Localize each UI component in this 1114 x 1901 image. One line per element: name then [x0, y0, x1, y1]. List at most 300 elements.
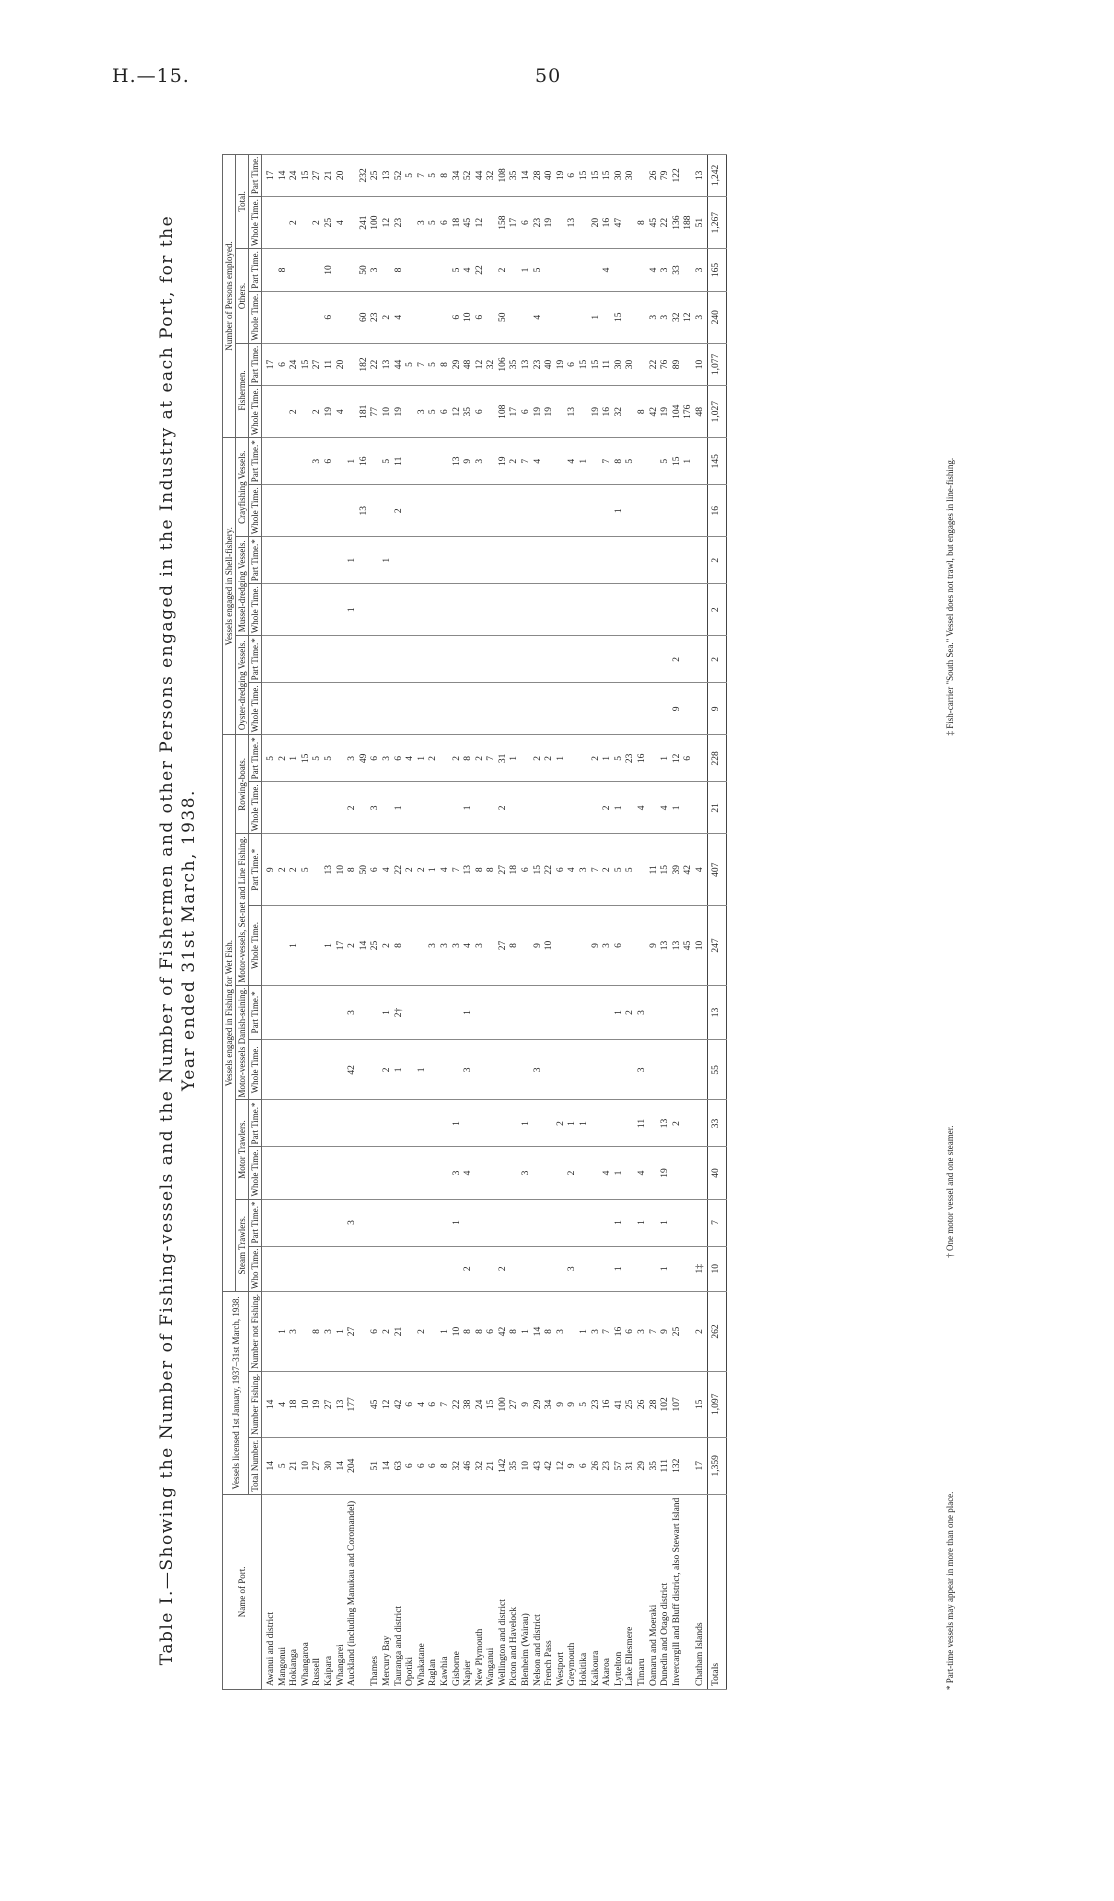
value-cell [278, 1147, 290, 1199]
value-cell: 21 [324, 154, 336, 197]
value-cell [440, 636, 452, 683]
value-cell: 3 [370, 782, 382, 834]
value-cell [324, 782, 336, 834]
value-cell [347, 154, 359, 197]
value-cell [440, 683, 452, 735]
value-cell: 24 [289, 343, 301, 386]
value-cell: 51 [695, 197, 707, 249]
value-cell: 42 [649, 386, 661, 438]
value-cell: 6 [567, 154, 579, 197]
value-cell [695, 985, 707, 1040]
value-cell [683, 154, 695, 197]
value-cell: 142 [498, 1437, 510, 1494]
value-cell [301, 1147, 313, 1199]
value-cell [672, 1246, 684, 1292]
value-cell [301, 906, 313, 985]
value-cell: 8 [475, 834, 487, 906]
value-cell [533, 584, 545, 636]
value-cell [347, 485, 359, 537]
table-row [509, 154, 521, 1689]
value-cell [428, 636, 440, 683]
value-cell: 104 [672, 386, 684, 438]
port-name-cell: French Pass [544, 1494, 556, 1689]
value-cell [359, 584, 371, 636]
value-cell: 10 [463, 291, 475, 343]
value-cell [428, 782, 440, 834]
value-cell [579, 584, 591, 636]
table-row [262, 154, 278, 1689]
value-cell [301, 537, 313, 584]
value-cell: 5 [382, 438, 394, 485]
value-cell: 25 [370, 154, 382, 197]
value-cell [463, 636, 475, 683]
value-cell: 7 [602, 1292, 614, 1372]
value-cell [289, 683, 301, 735]
value-cell [509, 291, 521, 343]
port-name-cell [683, 1494, 695, 1689]
value-cell: 3 [347, 985, 359, 1040]
sub-whole-time: Whole Time. [249, 683, 262, 735]
value-cell [278, 485, 290, 537]
value-cell [405, 985, 417, 1040]
table-body [262, 154, 727, 1689]
value-cell: 3 [475, 438, 487, 485]
value-cell [262, 1292, 278, 1372]
value-cell [428, 683, 440, 735]
value-cell [301, 1040, 313, 1100]
value-cell [405, 1246, 417, 1292]
value-cell [533, 1199, 545, 1246]
value-cell [533, 1246, 545, 1292]
port-name-cell: Greymouth [567, 1494, 579, 1689]
value-cell [359, 1437, 371, 1494]
value-cell [695, 735, 707, 782]
value-cell [556, 249, 568, 292]
port-name-cell: Hokianga [289, 1494, 301, 1689]
value-cell: 3 [452, 1147, 464, 1199]
value-cell: 1 [452, 1199, 464, 1246]
value-cell [660, 636, 672, 683]
value-cell: 12 [475, 197, 487, 249]
value-cell: 1 [614, 985, 626, 1040]
value-cell: 23 [394, 197, 406, 249]
value-cell [289, 1199, 301, 1246]
value-cell [683, 584, 695, 636]
value-cell [556, 1147, 568, 1199]
value-cell: 1 [289, 906, 301, 985]
value-cell [672, 985, 684, 1040]
value-cell: 2 [312, 197, 324, 249]
value-cell [405, 438, 417, 485]
value-cell [579, 386, 591, 438]
value-cell [625, 537, 637, 584]
table-row [637, 154, 649, 1689]
value-cell [567, 249, 579, 292]
value-cell: 6 [394, 735, 406, 782]
value-cell [683, 1040, 695, 1100]
value-cell [556, 584, 568, 636]
value-cell [301, 197, 313, 249]
value-cell [695, 438, 707, 485]
value-cell: 6 [324, 438, 336, 485]
footnote-3: ‡ Fish-carrier "South Sea." Vessel does not trawl, but engages in line-fishing. [945, 457, 955, 736]
value-cell [475, 985, 487, 1040]
value-cell: 50 [359, 834, 371, 906]
value-cell [336, 782, 348, 834]
value-cell: 100 [370, 197, 382, 249]
value-cell: 30 [625, 343, 637, 386]
value-cell [463, 1199, 475, 1246]
value-cell: 3 [602, 906, 614, 985]
value-cell: 8 [440, 343, 452, 386]
value-cell [660, 485, 672, 537]
value-cell: 1 [347, 438, 359, 485]
value-cell: 42 [394, 1371, 406, 1437]
value-cell: 6 [405, 1371, 417, 1437]
value-cell: 10 [301, 1437, 313, 1494]
value-cell [660, 985, 672, 1040]
value-cell: 188 [683, 197, 695, 249]
value-cell: 158 [498, 197, 510, 249]
value-cell: 4 [336, 197, 348, 249]
value-cell [602, 1040, 614, 1100]
value-cell: 5 [428, 386, 440, 438]
value-cell [301, 584, 313, 636]
value-cell: 17 [695, 1437, 707, 1494]
value-cell: 23 [591, 1371, 603, 1437]
value-cell [556, 197, 568, 249]
value-cell [521, 1199, 533, 1246]
value-cell: 19 [394, 386, 406, 438]
value-cell [405, 782, 417, 834]
value-cell: 4 [394, 291, 406, 343]
value-cell [475, 782, 487, 834]
value-cell [440, 1040, 452, 1100]
value-cell [394, 584, 406, 636]
value-cell: 8 [614, 438, 626, 485]
value-cell [486, 1100, 498, 1147]
port-name-cell: Kawhia [440, 1494, 452, 1689]
value-cell [382, 1246, 394, 1292]
value-cell [347, 683, 359, 735]
value-cell: 1 [614, 1147, 626, 1199]
col-setnet-header: Motor-vessels, Set-net and Line Fishing. [236, 834, 249, 985]
value-cell: 13 [695, 154, 707, 197]
value-cell: 27 [498, 906, 510, 985]
value-cell [382, 1147, 394, 1199]
value-cell [579, 249, 591, 292]
value-cell: 50 [498, 291, 510, 343]
value-cell: 44 [475, 154, 487, 197]
value-cell [567, 782, 579, 834]
value-cell: 7 [602, 438, 614, 485]
sub-part-time: Part Time. [249, 343, 262, 386]
value-cell: 42 [347, 1040, 359, 1100]
value-cell [440, 249, 452, 292]
port-name-cell: Invercargill and Bluff district, also Stewart Island [672, 1494, 684, 1689]
port-name-cell: Wanganui [486, 1494, 498, 1689]
value-cell: 8 [637, 386, 649, 438]
table-row [672, 154, 684, 1689]
value-cell: 4 [463, 906, 475, 985]
value-cell [301, 1292, 313, 1372]
value-cell: 2† [394, 985, 406, 1040]
value-cell [278, 906, 290, 985]
value-cell: 8 [637, 197, 649, 249]
value-cell [544, 537, 556, 584]
value-cell [440, 485, 452, 537]
value-cell: 35 [509, 343, 521, 386]
value-cell [509, 782, 521, 834]
value-cell [452, 485, 464, 537]
value-cell [591, 1199, 603, 1246]
value-cell [301, 636, 313, 683]
value-cell: 5 [614, 834, 626, 906]
value-cell: 6 [579, 1437, 591, 1494]
value-cell [278, 1040, 290, 1100]
value-cell [382, 485, 394, 537]
value-cell: 19 [660, 1147, 672, 1199]
value-cell [672, 485, 684, 537]
value-cell [417, 1147, 429, 1199]
value-cell: 4 [567, 834, 579, 906]
value-cell [602, 584, 614, 636]
value-cell: 15 [695, 1371, 707, 1437]
value-cell: 9 [672, 683, 684, 735]
value-cell [533, 1100, 545, 1147]
value-cell: 7 [417, 154, 429, 197]
value-cell: 39 [672, 834, 684, 906]
value-cell [498, 636, 510, 683]
value-cell: 2 [544, 735, 556, 782]
value-cell: 3 [591, 1292, 603, 1372]
table-row [394, 154, 406, 1689]
value-cell: 19 [660, 386, 672, 438]
value-cell: 9 [556, 1371, 568, 1437]
value-cell: 107 [672, 1371, 684, 1437]
value-cell: 6 [683, 735, 695, 782]
value-cell: 57 [614, 1437, 626, 1494]
value-cell [262, 197, 278, 249]
value-cell [637, 291, 649, 343]
value-cell [289, 485, 301, 537]
value-cell: 2 [312, 386, 324, 438]
value-cell: 6 [567, 343, 579, 386]
value-cell [509, 537, 521, 584]
value-cell: 4 [463, 1147, 475, 1199]
value-cell: 106 [498, 343, 510, 386]
value-cell [475, 584, 487, 636]
value-cell [440, 782, 452, 834]
value-cell [625, 1040, 637, 1100]
value-cell: 5 [428, 343, 440, 386]
value-cell: 13 [707, 985, 726, 1040]
table-row [347, 154, 359, 1689]
value-cell [312, 291, 324, 343]
title-line-2: Year ended 31st March, 1938. [179, 789, 199, 1091]
value-cell: 15 [533, 834, 545, 906]
value-cell: 9 [567, 1371, 579, 1437]
value-cell: 1 [394, 1040, 406, 1100]
value-cell: 12 [556, 1437, 568, 1494]
value-cell: 1 [579, 438, 591, 485]
value-cell [533, 485, 545, 537]
value-cell: 9 [521, 1371, 533, 1437]
value-cell: 2 [428, 735, 440, 782]
value-cell [324, 1040, 336, 1100]
value-cell: 31 [625, 1437, 637, 1494]
value-cell: 7 [707, 1199, 726, 1246]
value-cell: 2 [707, 584, 726, 636]
value-cell [452, 584, 464, 636]
value-cell [463, 683, 475, 735]
value-cell [262, 985, 278, 1040]
value-cell [602, 1246, 614, 1292]
value-cell [660, 584, 672, 636]
value-cell [405, 906, 417, 985]
value-cell [405, 636, 417, 683]
value-cell: 6 [417, 1437, 429, 1494]
value-cell [521, 584, 533, 636]
value-cell: 6 [370, 1292, 382, 1372]
value-cell [591, 485, 603, 537]
value-cell: 14 [533, 1292, 545, 1372]
port-name-cell: Dunedin and Otago district [660, 1494, 672, 1689]
value-cell: 17 [336, 906, 348, 985]
value-cell [579, 1040, 591, 1100]
value-cell [567, 537, 579, 584]
value-cell [440, 1246, 452, 1292]
value-cell: 3 [637, 985, 649, 1040]
value-cell [428, 438, 440, 485]
value-cell [262, 537, 278, 584]
port-name-cell: Akaroa [602, 1494, 614, 1689]
value-cell: 20 [591, 197, 603, 249]
sub-number-fishing: Number Fishing. [249, 1371, 262, 1437]
value-cell [591, 1040, 603, 1100]
value-cell [533, 782, 545, 834]
value-cell: 16 [707, 485, 726, 537]
sub-part-time: Part Time.* [249, 1199, 262, 1246]
value-cell [486, 386, 498, 438]
value-cell [579, 1147, 591, 1199]
value-cell: 6 [370, 735, 382, 782]
value-cell: 21 [707, 782, 726, 834]
value-cell [509, 1199, 521, 1246]
table-row [324, 154, 336, 1689]
value-cell [591, 1147, 603, 1199]
value-cell: 2 [278, 735, 290, 782]
value-cell [498, 1100, 510, 1147]
value-cell: 8 [440, 1437, 452, 1494]
value-cell [370, 438, 382, 485]
value-cell: 1 [347, 537, 359, 584]
value-cell: 8 [509, 1292, 521, 1372]
port-name-cell: Westport [556, 1494, 568, 1689]
value-cell [486, 291, 498, 343]
value-cell [556, 636, 568, 683]
value-cell: 2 [533, 735, 545, 782]
value-cell [683, 1292, 695, 1372]
value-cell [452, 537, 464, 584]
value-cell [637, 537, 649, 584]
value-cell [498, 683, 510, 735]
value-cell: 13 [382, 343, 394, 386]
value-cell [521, 782, 533, 834]
value-cell: 1 [614, 1199, 626, 1246]
value-cell: 45 [649, 197, 661, 249]
value-cell: 10 [544, 906, 556, 985]
value-cell: 2 [405, 834, 417, 906]
value-cell [544, 985, 556, 1040]
value-cell [509, 1040, 521, 1100]
value-cell [301, 985, 313, 1040]
value-cell [498, 1199, 510, 1246]
value-cell: 46 [463, 1437, 475, 1494]
value-cell [359, 636, 371, 683]
value-cell [312, 782, 324, 834]
value-cell: 26 [591, 1437, 603, 1494]
value-cell [278, 1246, 290, 1292]
value-cell [417, 438, 429, 485]
value-cell [324, 985, 336, 1040]
value-cell [336, 438, 348, 485]
value-cell: 10 [452, 1292, 464, 1372]
value-cell [486, 636, 498, 683]
sub-whole-time: Whole Time. [249, 291, 262, 343]
value-cell [509, 1147, 521, 1199]
port-name-cell: Whangarei [336, 1494, 348, 1689]
value-cell: 48 [695, 386, 707, 438]
value-cell: 27 [347, 1292, 359, 1372]
value-cell [428, 1199, 440, 1246]
value-cell [556, 291, 568, 343]
table-row [428, 154, 440, 1689]
value-cell [452, 683, 464, 735]
port-name-cell: Lake Ellesmere [625, 1494, 637, 1689]
value-cell [278, 636, 290, 683]
value-cell [289, 584, 301, 636]
value-cell [591, 584, 603, 636]
value-cell [301, 249, 313, 292]
value-cell [544, 249, 556, 292]
value-cell [262, 1246, 278, 1292]
value-cell [359, 537, 371, 584]
value-cell: 3 [556, 1292, 568, 1372]
value-cell [579, 985, 591, 1040]
value-cell: 1 [591, 291, 603, 343]
value-cell: 35 [509, 154, 521, 197]
value-cell [347, 343, 359, 386]
value-cell: 33 [672, 249, 684, 292]
value-cell: 1 [660, 1199, 672, 1246]
value-cell: 17 [509, 197, 521, 249]
table-row [370, 154, 382, 1689]
value-cell: 2 [672, 636, 684, 683]
value-cell: 23 [602, 1437, 614, 1494]
value-cell [625, 906, 637, 985]
table-row [625, 154, 637, 1689]
value-cell: 8 [509, 906, 521, 985]
value-cell [544, 1147, 556, 1199]
value-cell: 6 [278, 343, 290, 386]
value-cell: 14 [262, 1371, 278, 1437]
value-cell: 13 [567, 386, 579, 438]
value-cell [683, 1246, 695, 1292]
sub-whole-time: Whole Time. [249, 906, 262, 985]
value-cell [475, 1100, 487, 1147]
value-cell [649, 485, 661, 537]
